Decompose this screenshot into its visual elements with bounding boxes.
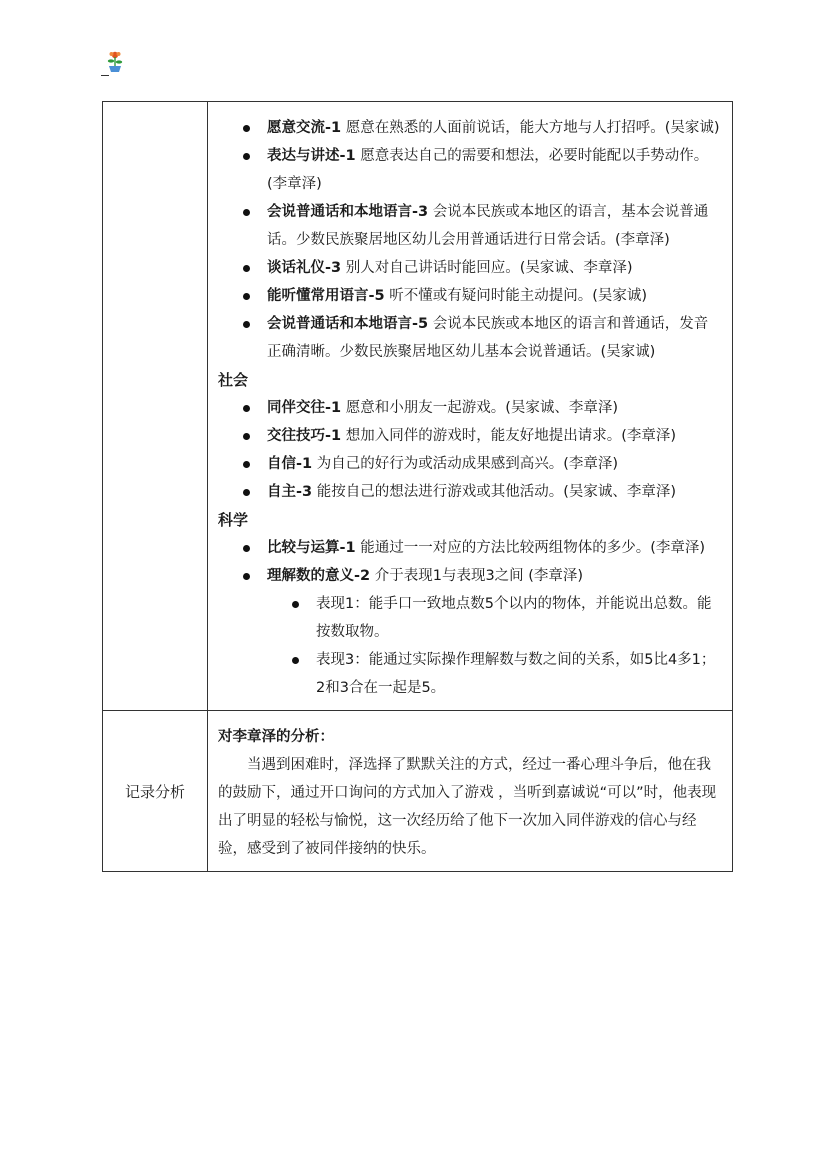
indicator-item bbox=[267, 450, 722, 478]
header-line bbox=[101, 75, 109, 76]
indicator-title: 同伴交往-1 bbox=[267, 400, 342, 416]
indicator-title: 理解数的意义-2 bbox=[267, 568, 371, 584]
indicator-text: 听不懂或有疑问时能主动提问。(吴家诚) bbox=[384, 288, 648, 304]
section-title: 科学 bbox=[218, 511, 249, 529]
indicator-item bbox=[267, 142, 722, 198]
indicator-item bbox=[267, 478, 722, 506]
indicator-item bbox=[267, 310, 722, 366]
indicator-list bbox=[218, 114, 722, 366]
indicator-title: 比较与运算-1 bbox=[267, 540, 356, 556]
indicator-title: 自信-1 bbox=[267, 456, 313, 472]
sub-list bbox=[267, 590, 722, 702]
indicator-title: 谈话礼仪-3 bbox=[267, 260, 342, 276]
observation-row bbox=[103, 102, 733, 711]
indicator-title: 表达与讲述-1 bbox=[267, 148, 356, 164]
analysis-content bbox=[208, 711, 732, 871]
observation-content-cell bbox=[208, 102, 733, 711]
indicator-text: 别人对自己讲话时能回应。(吴家诚、李章泽) bbox=[341, 260, 633, 276]
indicator-item bbox=[267, 282, 722, 310]
indicator-text: 想加入同伴的游戏时，能友好地提出请求。(李章泽) bbox=[341, 428, 677, 444]
indicator-text: 介于表现1与表现3之间 (李章泽) bbox=[370, 568, 584, 584]
analysis-content-cell bbox=[208, 711, 733, 872]
indicator-item bbox=[267, 534, 722, 562]
indicator-item bbox=[267, 562, 722, 702]
indicator-text: 为自己的好行为或活动成果感到高兴。(李章泽) bbox=[312, 456, 619, 472]
flower-logo-icon bbox=[104, 50, 126, 74]
indicator-item bbox=[267, 254, 722, 282]
indicator-item bbox=[267, 394, 722, 422]
indicator-list bbox=[218, 534, 722, 702]
indicator-text: 会说本民族或本地区的语言和普通话，发音正确清晰。少数民族聚居地区幼儿基本会说普通话。(吴家诚) bbox=[267, 316, 709, 360]
analysis-title: 对李章泽的分析： bbox=[218, 729, 334, 745]
indicator-title: 能听懂常用语言-5 bbox=[267, 288, 385, 304]
observation-content bbox=[208, 102, 732, 710]
indicator-item bbox=[267, 422, 722, 450]
analysis-row bbox=[103, 711, 733, 872]
indicator-text: 会说本民族或本地区的语言，基本会说普通话。少数民族聚居地区幼儿会用普通话进行日常会话。(李章泽) bbox=[267, 204, 709, 248]
analysis-label: 记录分析 bbox=[103, 711, 208, 872]
indicator-text: 能按自己的想法进行游戏或其他活动。(吴家诚、李章泽) bbox=[312, 484, 677, 500]
indicator-text: 愿意和小朋友一起游戏。(吴家诚、李章泽) bbox=[341, 400, 619, 416]
sub-item: 表现1：能手口一致地点数5个以内的物体，并能说出总数。能按数取物。 bbox=[316, 590, 722, 646]
indicator-item bbox=[267, 114, 722, 142]
indicator-title: 愿意交流-1 bbox=[267, 120, 342, 136]
observation-label-cell bbox=[103, 102, 208, 711]
indicator-title: 交往技巧-1 bbox=[267, 428, 342, 444]
indicator-text: 愿意在熟悉的人面前说话，能大方地与人打招呼。(吴家诚) bbox=[341, 120, 720, 136]
indicator-item bbox=[267, 198, 722, 254]
indicator-title: 会说普通话和本地语言-5 bbox=[267, 316, 429, 332]
sub-item: 表现3：能通过实际操作理解数与数之间的关系，如5比4多1；2和3合在一起是5。 bbox=[316, 646, 722, 702]
indicator-text: 能通过一一对应的方法比较两组物体的多少。(李章泽) bbox=[355, 540, 706, 556]
record-table bbox=[102, 101, 733, 872]
indicator-text: 愿意表达自己的需要和想法，必要时能配以手势动作。(李章泽) bbox=[267, 148, 709, 192]
indicator-title: 会说普通话和本地语言-3 bbox=[267, 204, 429, 220]
section-title: 社会 bbox=[218, 371, 249, 389]
analysis-body: 当遇到困难时，泽选择了默默关注的方式，经过一番心理斗争后，他在我的鼓励下，通过开口询问的方式加入了游戏 ，当听到嘉诚说“可以”时，他表现出了明显的轻松与愉悦，这一次经历给了他下一次加入同伴游戏的信心与经验，感受到了被同伴接纳的快乐。 bbox=[218, 757, 717, 857]
indicator-list bbox=[218, 394, 722, 506]
indicator-title: 自主-3 bbox=[267, 484, 313, 500]
